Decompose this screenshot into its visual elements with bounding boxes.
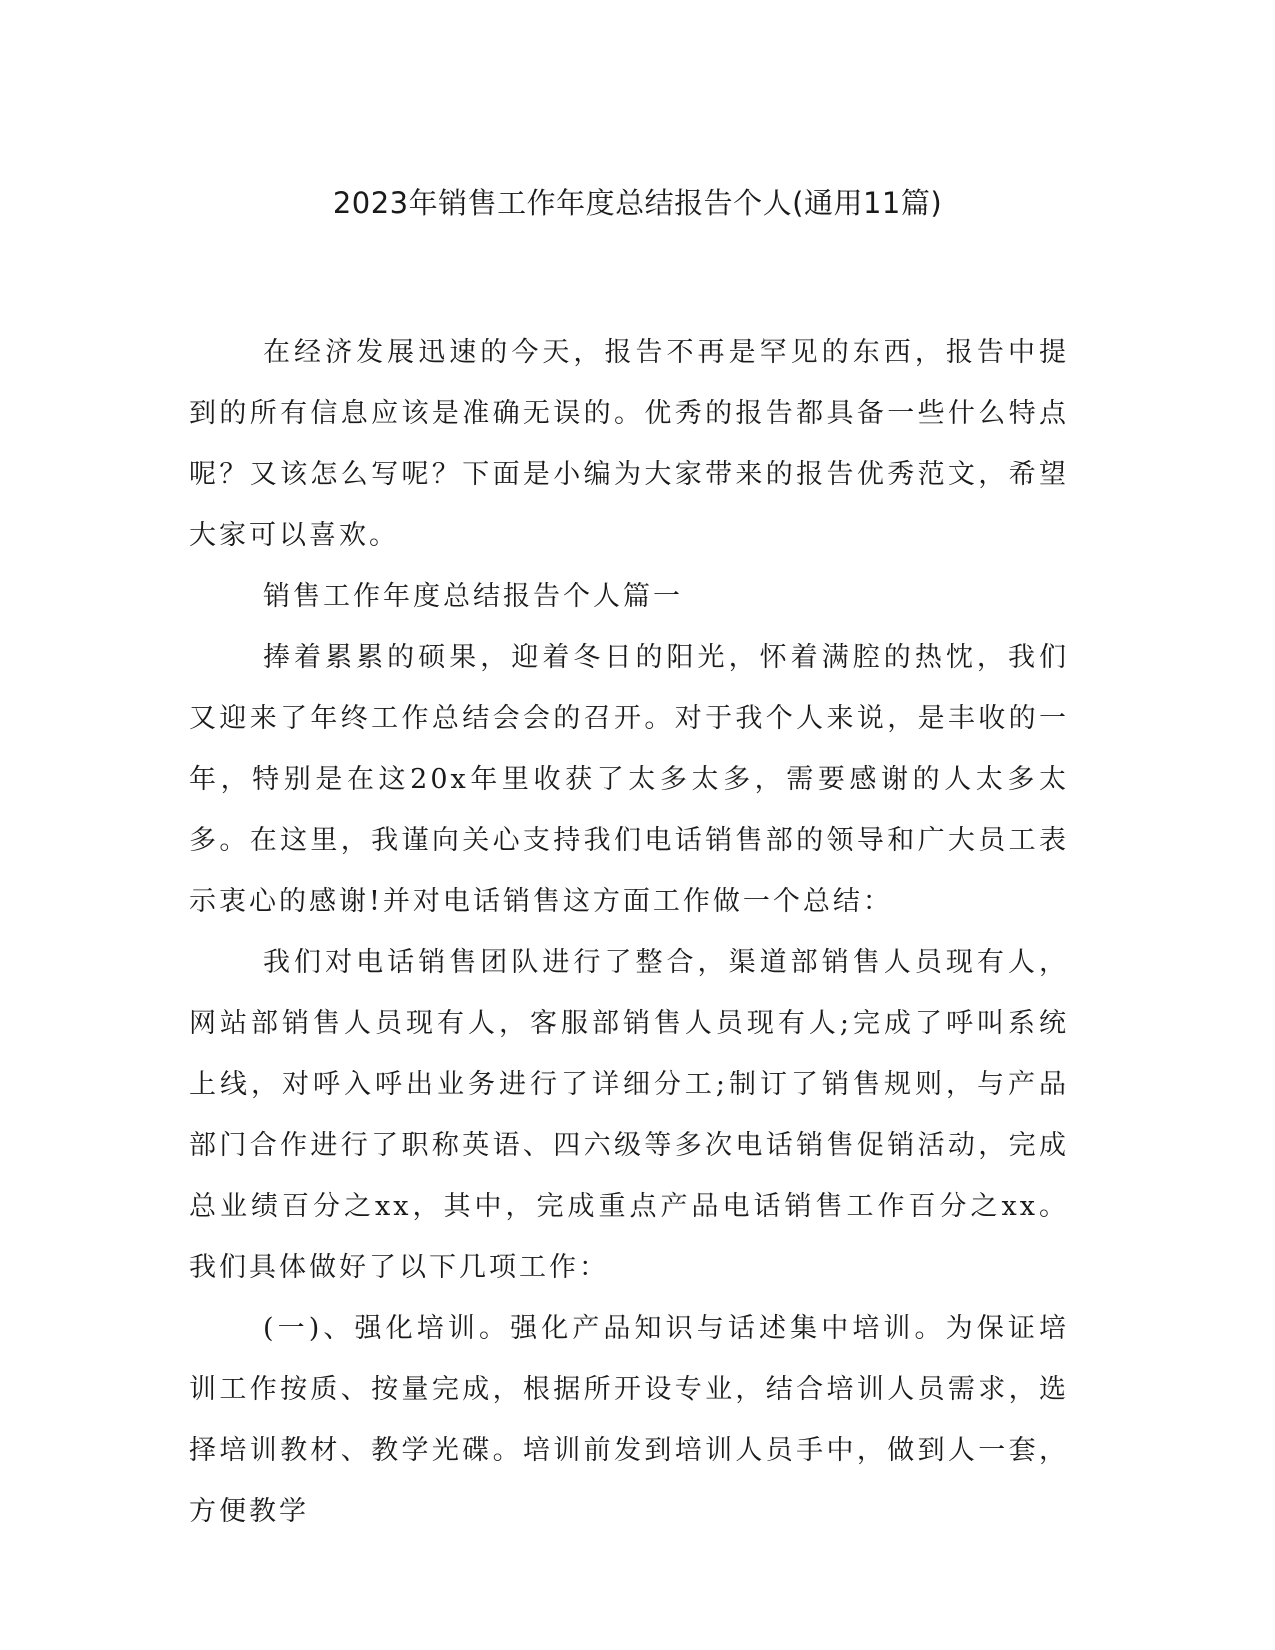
intro-paragraph: 在经济发展迅速的今天，报告不再是罕见的东西，报告中提到的所有信息应该是准确无误的。优秀的报告都具备一些什么特点呢？又该怎么写呢？下面是小编为大家带来的报告优秀范文，希望大家可以喜欢。 [189,337,1069,551]
section-heading: 销售工作年度总结报告个人篇一 [263,581,683,612]
body-paragraph-2: 我们对电话销售团队进行了整合，渠道部销售人员现有人，网站部销售人员现有人，客服部销售人员现有人;完成了呼叫系统上线，对呼入呼出业务进行了详细分工;制订了销售规则，与产品部门合作进行了职称英语、四六级等多次电话销售促销活动，完成总业绩百分之xx，其中，完成重点产品电话销售工作百分之xx。我们具体做好了以下几项工作： [189,947,1069,1283]
document-title: 2023年销售工作年度总结报告个人(通用11篇) [332,186,943,220]
body-paragraph-1: 捧着累累的硕果，迎着冬日的阳光，怀着满腔的热忱，我们又迎来了年终工作总结会会的召开。对于我个人来说，是丰收的一年，特别是在这20x年里收获了太多太多，需要感谢的人太多太多。在这里，我谨向关心支持我们电话销售部的领导和广大员工表示衷心的感谢!并对电话销售这方面工作做一个总结： [189,642,1069,917]
document-body [189,322,1069,1542]
body-paragraph-3: (一)、强化培训。强化产品知识与话述集中培训。为保证培训工作按质、按量完成，根据所开设专业，结合培训人员需求，选择培训教材、教学光碟。培训前发到培训人员手中，做到人一套，方便教学 [189,1313,1069,1527]
